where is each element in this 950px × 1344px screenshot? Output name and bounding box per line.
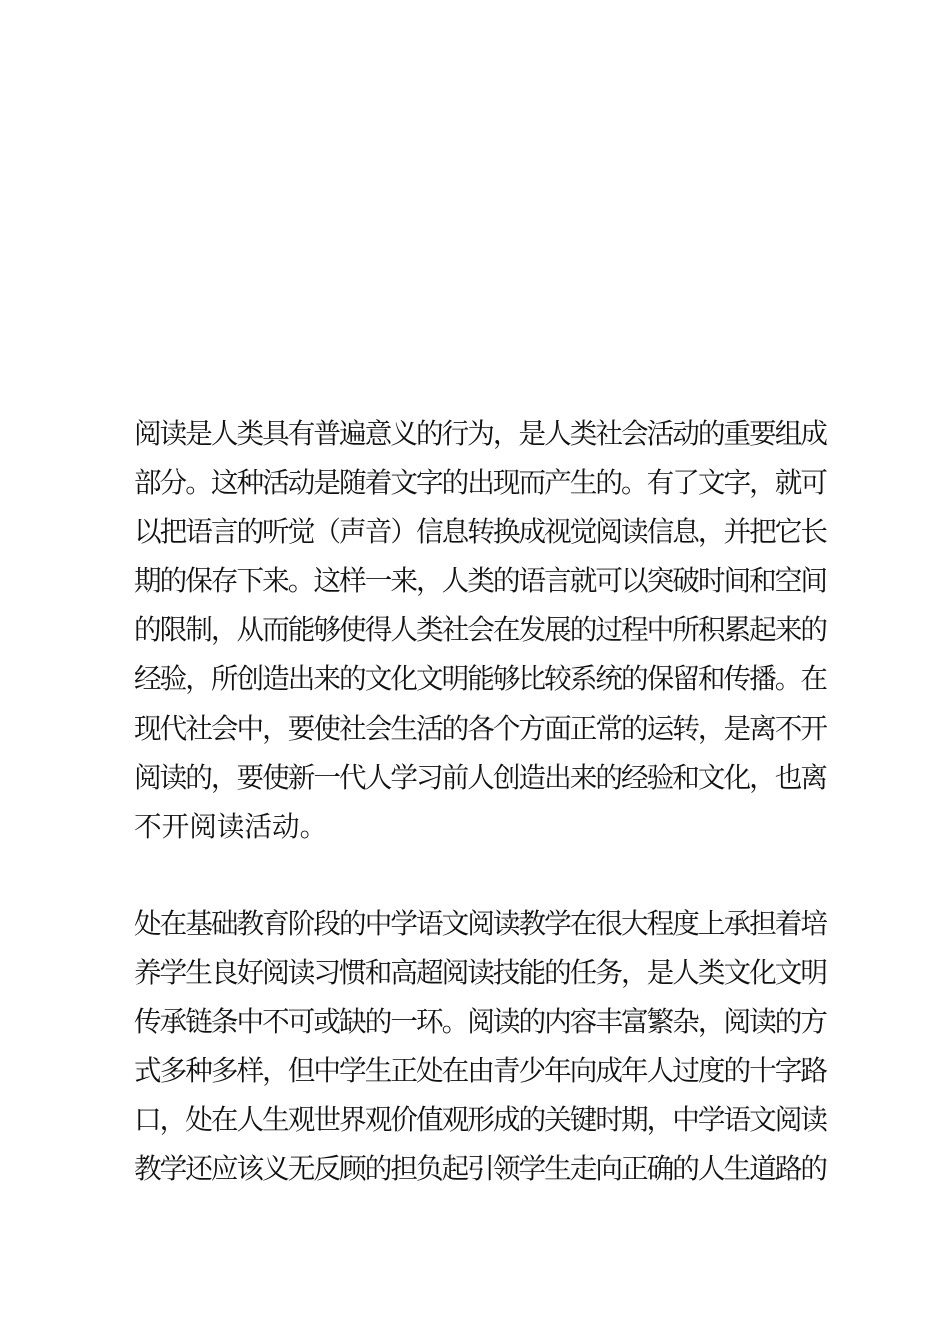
paragraph-line: 处在基础教育阶段的中学语文阅读教学在很大程度上承担着培 xyxy=(134,907,826,940)
paragraph-line: 的限制，从而能够使得人类社会在发展的过程中所积累起来的 xyxy=(134,613,826,647)
paragraph-line: 阅读是人类具有普遍意义的行为，是人类社会活动的重要组成 xyxy=(134,417,826,450)
paragraph-line: 不开阅读活动。 xyxy=(134,809,328,843)
paragraph-line: 养学生良好阅读习惯和高超阅读技能的任务，是人类文化文明 xyxy=(134,956,826,990)
paragraph-line: 教学还应该义无反顾的担负起引领学生走向正确的人生道路的 xyxy=(134,1152,826,1186)
paragraph-line: 期的保存下来。这样一来，人类的语言就可以突破时间和空间 xyxy=(134,564,826,598)
paragraph-line: 口，处在人生观世界观价值观形成的关键时期，中学语文阅读 xyxy=(134,1103,826,1137)
paragraph-line: 经验，所创造出来的文化文明能够比较系统的保留和传播。在 xyxy=(134,662,826,696)
paragraph-2 xyxy=(134,899,826,1194)
paragraph-line: 部分。这种活动是随着文字的出现而产生的。有了文字，就可 xyxy=(134,466,826,500)
paragraph-1 xyxy=(134,409,826,851)
paragraph-line: 传承链条中不可或缺的一环。阅读的内容丰富繁杂，阅读的方 xyxy=(134,1005,826,1039)
paragraph-line: 以把语言的听觉（声音）信息转换成视觉阅读信息，并把它长 xyxy=(134,515,826,549)
paragraph-line: 式多种多样，但中学生正处在由青少年向成年人过度的十字路 xyxy=(134,1054,826,1088)
paragraph-line: 现代社会中，要使社会生活的各个方面正常的运转，是离不开 xyxy=(134,711,826,745)
paragraph-line: 阅读的，要使新一代人学习前人创造出来的经验和文化，也离 xyxy=(134,760,826,794)
